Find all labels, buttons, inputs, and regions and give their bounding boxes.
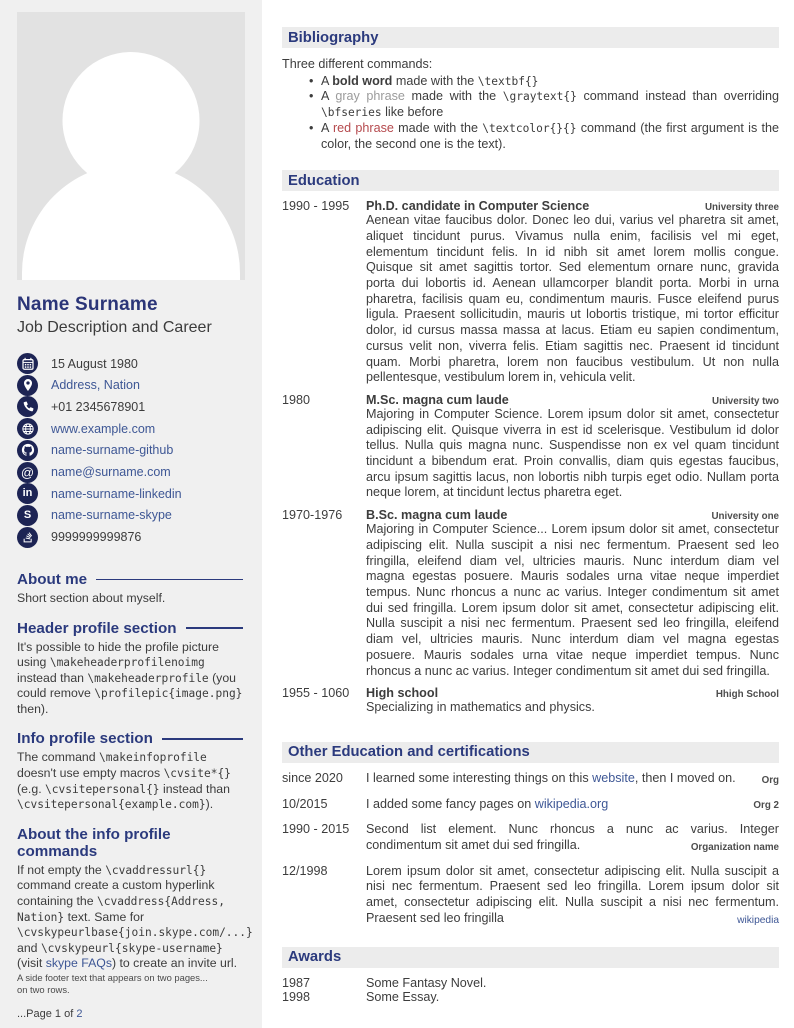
education-entry xyxy=(282,199,779,386)
text-segment: \cvskypeurl{skype-username} xyxy=(40,941,223,955)
section-header-education xyxy=(282,170,779,191)
text-segment: (visit xyxy=(17,956,46,971)
text-segment: made with the xyxy=(404,89,503,104)
text-segment: \cvsitepersonal{example.com} xyxy=(17,798,206,812)
text-segment: \textbf{} xyxy=(477,74,539,88)
text-segment: Short section about myself. xyxy=(17,590,166,605)
contact-text[interactable]: name-surname-github xyxy=(51,443,174,458)
section-header-other-education xyxy=(282,742,779,763)
text-segment: It's possible to hide the profile picture using xyxy=(17,639,219,670)
education-entries xyxy=(282,199,779,716)
stackoverflow-icon xyxy=(17,527,38,548)
sidebar-section-text xyxy=(17,750,245,812)
side-footer-note-line1: A side footer text that appears on two pages... xyxy=(17,972,208,983)
text-segment: \cvskypeurlbase{join.skype.com/...} xyxy=(17,926,253,940)
certification-row xyxy=(282,822,779,853)
page-indicator xyxy=(17,1008,245,1020)
section-rule xyxy=(162,738,243,739)
sidebar-section-title-text: Info profile section xyxy=(17,730,153,748)
entry-description: Aenean vitae faucibus dolor. Donec leo dui, varius vel pharetra sit amet, aliquet tincidunt purus. Vivamus nulla enim, facilisis vel mi eget, elementum tincidunt felis. In id nibh sit amet lorem mollis congue. Quisque sit amet sagittis tortor. Sed elementum ornare nunc, gravida porta dui lobortis id. Aenean ullamcorper blandit porta. Morbi in urna pharetra, facilisis quam eu, condimentum mauris. Fusce eleifend purus ligula. Praesent sollicitudin, mauris ut lobortis tristique, mi tortor efficitur dolor, id cursus massa massa at lacus. Etiam eu sapien condimentum, cursus velit non, viverra felis. Etiam sagittis nec. Praesent id tincidunt quam. Morbi pharetra, lorem non faucibus vestibulum. Ut non nulla pellentesque, vestibulum lorem in, vehicula velit. xyxy=(366,213,779,385)
inline-link[interactable]: website xyxy=(592,770,635,785)
text-segment: The command xyxy=(17,750,100,765)
entry-period: 10/2015 xyxy=(282,796,328,811)
linkedin-icon: in xyxy=(17,483,38,504)
inline-link[interactable]: skype FAQs xyxy=(45,956,112,971)
contact-text: 9999999999876 xyxy=(51,530,142,545)
award-title: Some Fantasy Novel. xyxy=(366,975,487,990)
certification-row xyxy=(282,771,779,787)
text-segment: instead than xyxy=(159,781,230,796)
skype-icon: S xyxy=(17,505,38,526)
entry-period: 1990 - 1995 xyxy=(282,199,350,214)
inline-link[interactable]: wikipedia.org xyxy=(534,796,609,811)
text-segment: (e.g. xyxy=(17,781,46,796)
text-segment: \cvsitepersonal{} xyxy=(45,782,160,796)
text-segment: \makeinfoprofile xyxy=(99,751,207,765)
entry-body xyxy=(366,393,779,501)
sidebar-section-text xyxy=(17,862,253,972)
entry-period: 1980 xyxy=(282,392,311,407)
contact-text[interactable]: name-surname-linkedin xyxy=(51,486,182,501)
contact-row xyxy=(17,526,245,548)
certification-rows xyxy=(282,771,779,927)
text-segment: ) to create an invite url. xyxy=(112,956,238,971)
sidebar-sections xyxy=(17,558,253,972)
entry-org: Organization name xyxy=(690,841,779,853)
text-segment: and xyxy=(17,940,41,955)
entry-description: Majoring in Computer Science. Lorem ipsum dolor sit amet, consectetur adipiscing elit. Quisque viverra in est id scelerisque. Vestibulum id dolor tellus. Nulla quis magna nunc. Suspendisse non ex vel quam tincidunt tincidunt a bibendum erat. Proin convallis, diam quis egestas faucibus, arcu ipsum sagittis lacus, non lobortis nibh turpis eget odio. Nullam porta neque lorem, at tincidunt lectus pharetra eget. xyxy=(366,406,779,500)
silhouette-shoulders-icon xyxy=(22,164,240,280)
entry-degree: M.Sc. magna cum laude xyxy=(366,392,509,407)
text-segment: like before xyxy=(381,105,444,120)
calendar-icon xyxy=(17,353,38,374)
text-segment: \cvaddressurl{} xyxy=(105,863,207,877)
education-entry xyxy=(282,686,779,716)
next-page-link[interactable]: 2 xyxy=(76,1008,83,1020)
text-segment: gray phrase xyxy=(335,89,405,104)
section-rule xyxy=(96,579,243,580)
text-segment: command (the first argument is the color, the second one is the text). xyxy=(321,120,779,151)
text-segment: I learned some interesting things on this xyxy=(366,770,593,785)
award-row xyxy=(282,990,779,1004)
text-segment: then). xyxy=(17,701,49,716)
text-segment: command instead than overriding xyxy=(576,89,779,104)
text-segment: bold word xyxy=(332,73,393,88)
sidebar-section-text xyxy=(17,640,245,718)
text-segment: command create a custom hyperlink containing the xyxy=(17,878,215,909)
entry-period: since 2020 xyxy=(282,770,343,785)
entry-institution: University three xyxy=(704,202,779,214)
text-segment: If not empty the xyxy=(17,862,106,877)
sidebar-section-text xyxy=(17,591,245,607)
text-segment: instead than xyxy=(17,670,88,685)
award-title: Some Essay. xyxy=(366,989,440,1004)
award-year: 1998 xyxy=(282,989,311,1004)
bibliography-bullet xyxy=(282,89,779,120)
entry-description: Majoring in Computer Science... Lorem ipsum dolor sit amet, consectetur adipiscing elit. Nulla suscipit a nisi nec fermentum. Praesent sed leo fringilla, eleifend diam vel, ultricies mauris. Nunc interdum diam vel magna egestas posuere. Mauris sodales urna vitae neque imperdiet tempus. Nunc rhoncus a nunc ac varius. Integer condimentum sit amet dui sed fringilla. Lorem ipsum dolor sit amet, consectetur adipiscing elit. Nulla suscipit a nisi nec fermentum. Praesent sed leo fringilla, eleifend diam vel, ultricies mauris. Nunc interdum diam vel magna egestas posuere. Mauris sodales urna vitae neque imperdiet tempus. Nunc rhoncus a nunc ac varius. Integer condimentum sit amet dui sed fringilla. xyxy=(366,522,779,678)
contact-row xyxy=(17,461,245,483)
text-segment: \makeheaderprofilenoimg xyxy=(49,656,205,670)
certification-row xyxy=(282,864,779,927)
entry-body xyxy=(366,199,779,386)
contact-text: +01 2345678901 xyxy=(51,399,146,414)
job-description: Job Description and Career xyxy=(17,318,212,336)
text-segment: Lorem ipsum dolor sit amet, consectetur adipiscing elit. Nulla suscipit a nisi nec fermentum. Praesent sed leo fringilla. Lorem ipsum dolor sit amet, consectetur adipiscing elit. Nulla suscipit a nisi nec fermentum. Praesent sed leo fringilla xyxy=(366,863,779,925)
award-rows xyxy=(282,976,779,1004)
section-header-awards xyxy=(282,947,779,968)
contact-row xyxy=(17,418,245,440)
text-segment: , then I moved on. xyxy=(634,770,736,785)
sidebar-section-title xyxy=(17,620,245,637)
page-indicator-text: ...Page 1 of xyxy=(17,1008,77,1020)
section-title: Awards xyxy=(288,949,342,966)
person-name: Name Surname xyxy=(17,293,158,315)
bibliography-list xyxy=(282,74,779,153)
text-segment: red phrase xyxy=(332,120,394,135)
entry-period: 1970-1976 xyxy=(282,508,343,523)
text-segment: \graytext{} xyxy=(502,90,577,104)
entry-institution: University two xyxy=(712,395,779,407)
sidebar xyxy=(0,0,262,1028)
main-column xyxy=(262,0,794,1028)
sidebar-section xyxy=(17,620,245,718)
contact-text[interactable]: www.example.com xyxy=(51,421,156,436)
sidebar-section xyxy=(17,730,245,812)
bibliography-bullet xyxy=(282,121,779,152)
award-row xyxy=(282,976,779,990)
phone-icon xyxy=(17,396,38,417)
map-marker-icon xyxy=(17,375,38,396)
sidebar-section-title xyxy=(17,571,245,588)
education-entry xyxy=(282,393,779,501)
contact-row xyxy=(17,353,245,375)
entry-text xyxy=(366,797,779,813)
section-title: Bibliography xyxy=(288,29,379,46)
sidebar-section xyxy=(17,825,253,972)
contact-text: 15 August 1980 xyxy=(51,356,138,371)
contact-text[interactable]: name-surname-skype xyxy=(51,508,172,523)
entry-body xyxy=(366,686,779,716)
entry-org-link[interactable]: wikipedia xyxy=(737,914,779,926)
entry-text xyxy=(366,864,779,927)
bibliography-bullet xyxy=(282,74,779,90)
entry-org: Org xyxy=(761,774,779,786)
text-segment: \makeheaderprofile xyxy=(87,671,209,685)
text-segment: Second list element. Nunc rhoncus a nunc ac varius. Integer condimentum sit amet dui sed fringilla. xyxy=(366,822,779,853)
sidebar-section-title xyxy=(17,730,245,747)
text-segment: \profilepic{image.png} xyxy=(94,687,243,701)
award-year: 1987 xyxy=(282,975,311,990)
sidebar-footer xyxy=(17,972,245,1020)
text-segment: text. Same for xyxy=(64,909,145,924)
text-segment: \cvaddress{Address, Nation} xyxy=(17,895,225,924)
contact-row xyxy=(17,483,245,505)
side-footer-note-line2: on two rows. xyxy=(17,984,70,995)
sidebar-section-title-text: About me xyxy=(17,570,88,588)
text-segment: doesn't use empty macros xyxy=(17,766,164,781)
entry-text xyxy=(366,771,779,787)
certification-row xyxy=(282,797,779,813)
entry-body xyxy=(366,508,779,679)
entry-period: 1990 - 2015 xyxy=(282,822,350,837)
contact-text[interactable]: name@surname.com xyxy=(51,465,171,479)
contact-row xyxy=(17,396,245,418)
sidebar-section-title-text: Header profile section xyxy=(17,619,177,637)
education-entry xyxy=(282,508,779,679)
section-title: Other Education and certifications xyxy=(288,744,530,761)
contact-row xyxy=(17,439,245,461)
entry-degree: High school xyxy=(366,686,439,701)
text-segment: I added some fancy pages on xyxy=(366,796,535,811)
text-segment: A xyxy=(321,73,333,88)
text-segment: \bfseries xyxy=(321,106,382,120)
contact-list xyxy=(17,353,245,548)
section-header-bibliography xyxy=(282,27,779,48)
contact-text[interactable]: Address, Nation xyxy=(51,378,140,393)
contact-row xyxy=(17,374,245,396)
globe-icon xyxy=(17,418,38,439)
bibliography-intro: Three different commands: xyxy=(282,57,433,71)
section-rule xyxy=(186,627,243,628)
text-segment: made with the xyxy=(393,120,483,135)
section-title: Education xyxy=(288,172,360,189)
text-segment: A xyxy=(321,120,333,135)
text-segment: \cvsite*{} xyxy=(163,767,231,781)
entry-institution: University one xyxy=(711,511,779,523)
at-icon: @ xyxy=(17,462,38,483)
sidebar-section xyxy=(17,571,245,607)
text-segment: made with the xyxy=(392,73,478,88)
entry-degree: Ph.D. candidate in Computer Science xyxy=(366,199,590,214)
github-icon xyxy=(17,440,38,461)
text-segment: ). xyxy=(205,797,214,812)
text-segment: (you could remove xyxy=(17,670,237,701)
text-segment: \textcolor{}{} xyxy=(482,121,577,135)
sidebar-section-title xyxy=(17,826,245,860)
entry-period: 1955 - 1060 xyxy=(282,686,350,701)
entry-org: Org 2 xyxy=(753,800,779,812)
entry-degree: B.Sc. magna cum laude xyxy=(366,508,508,523)
entry-institution: Hhigh School xyxy=(715,689,779,701)
entry-description: Specializing in mathematics and physics. xyxy=(366,700,595,715)
profile-photo-placeholder xyxy=(17,12,245,280)
text-segment: A xyxy=(321,89,336,104)
sidebar-section-title-text: About the info profile commands xyxy=(17,825,171,860)
entry-period: 12/1998 xyxy=(282,863,328,878)
contact-row xyxy=(17,505,245,527)
